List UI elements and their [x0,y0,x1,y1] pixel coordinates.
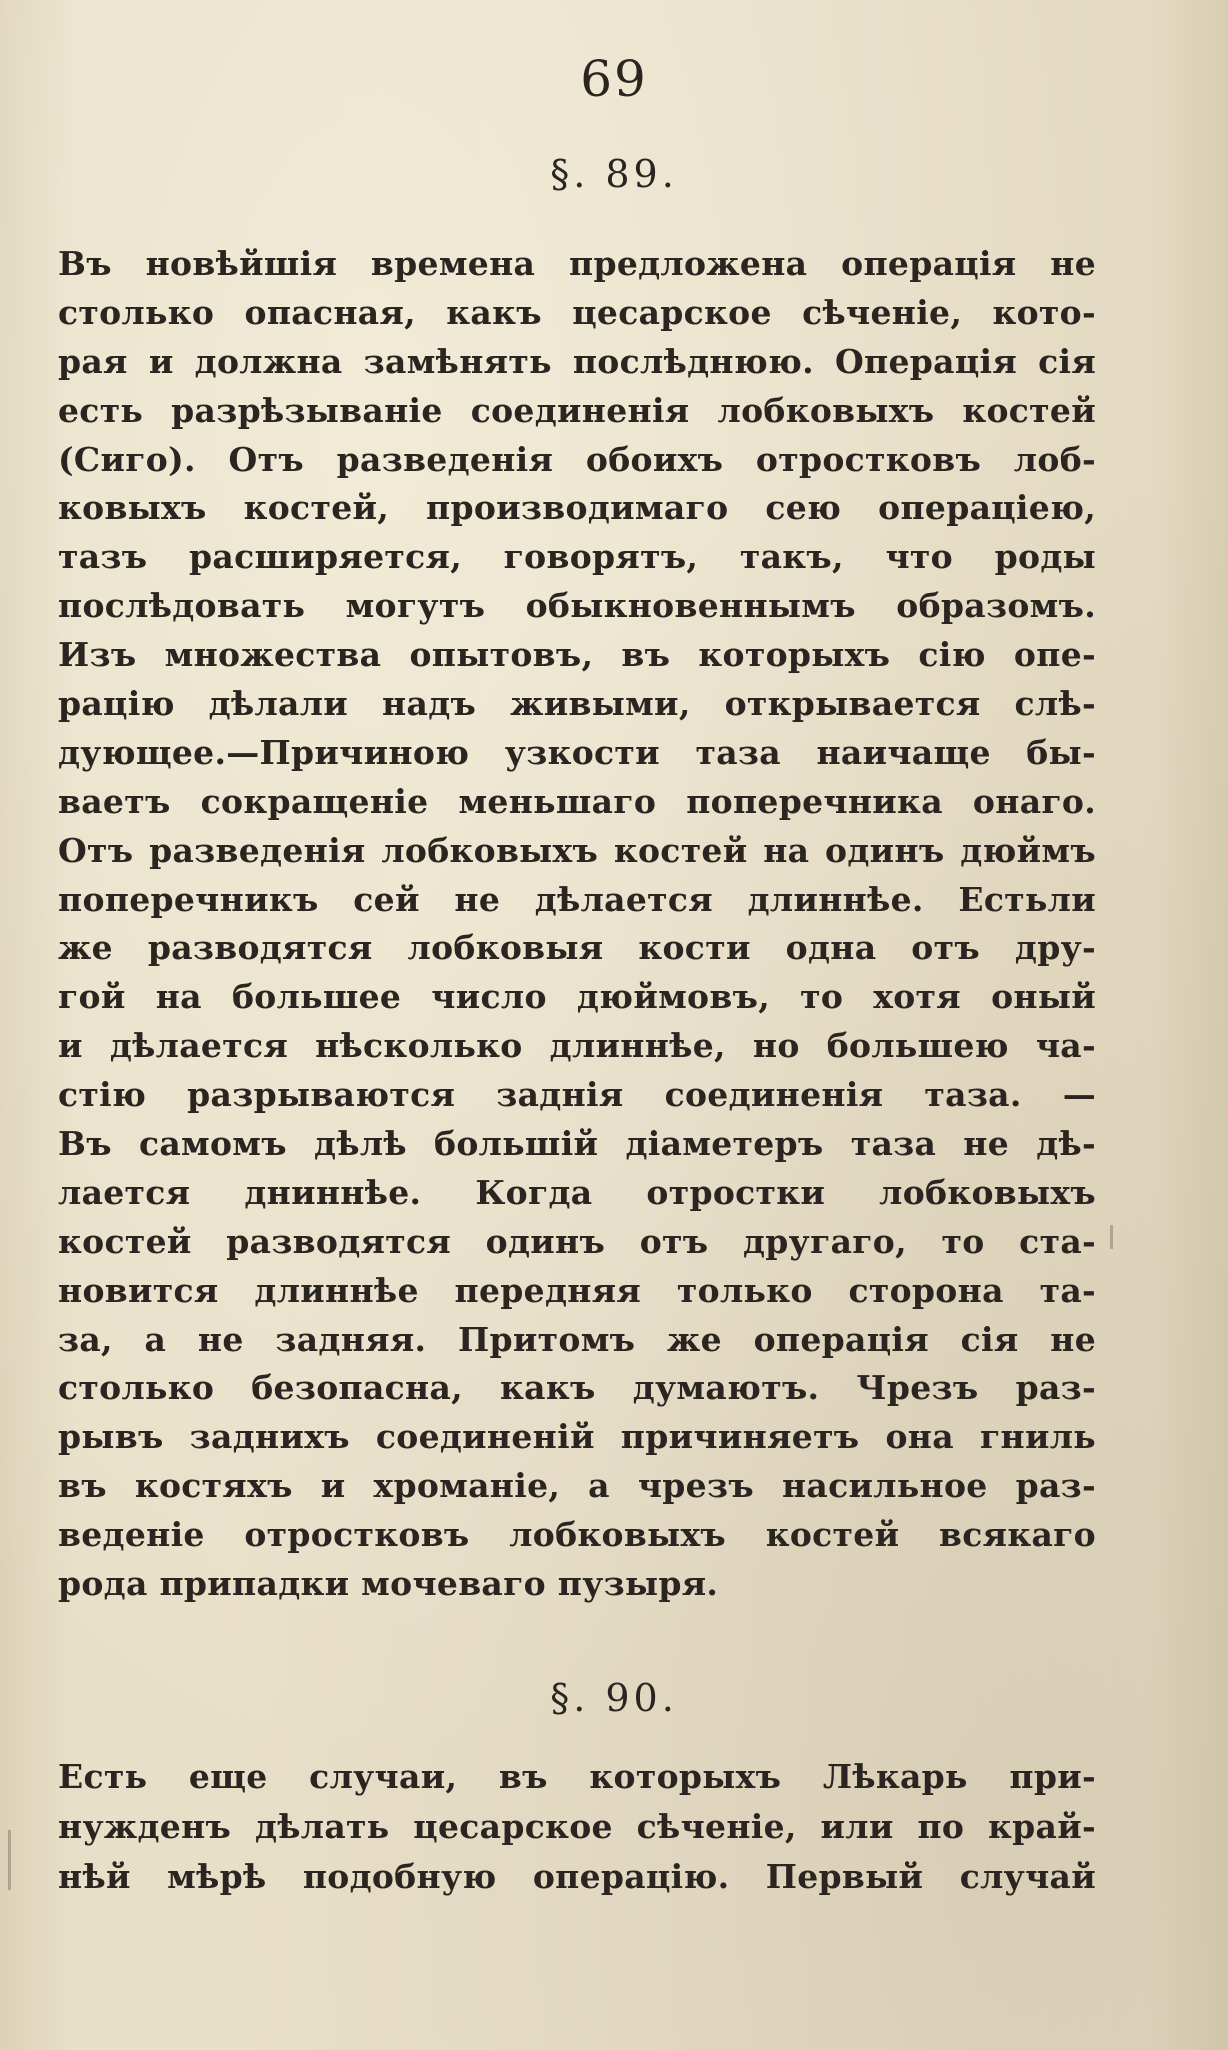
text-line: столько опасная, какъ цесарское сѣченіе, кото- [58,292,1096,332]
text-line: дующее.—Причиною узкости таза наичаще бы- [58,732,1096,772]
text-line: нужденъ дѣлать цесарское сѣченіе, или по край- [58,1807,1096,1846]
text-line: рацію дѣлали надъ живыми, открывается слѣ- [58,684,1096,724]
text-line: Въ новѣйшія времена предложена операція не [58,244,1096,283]
page-number: 69 [580,50,648,108]
text-line: Есть еще случаи, въ которыхъ Лѣкарь при- [58,1757,1096,1796]
text-line: Отъ разведенія лобковыхъ костей на одинъ дюймъ [58,830,1096,870]
text-line: веденіе отростковъ лобковыхъ костей всякаго [58,1515,1096,1555]
text-line: рая и должна замѣнять послѣднюю. Операція сія [58,341,1096,381]
text-line: поперечникъ сей не дѣлается длиннѣе. Естьли [58,879,1096,919]
text-line: Въ самомъ дѣлѣ большій діаметеръ таза не дѣ- [58,1124,1096,1164]
paragraph-section-90 [58,1752,1096,1902]
text-line: (Сиго). Отъ разведенія обоихъ отростковъ лоб- [58,439,1096,479]
text-line: тазъ расширяется, говорятъ, такъ, что роды [58,537,1096,577]
text-line: стію разрываются заднія соединенія таза. — [58,1075,1096,1115]
text-line: Изъ множества опытовъ, въ которыхъ сію опе- [58,635,1096,675]
section-heading-90: §. 90. [550,1676,678,1720]
text-line: ваетъ сокращеніе меньшаго поперечника онаго. [58,781,1096,821]
margin-mark [1110,1225,1113,1249]
text-line: есть разрѣзываніе соединенія лобковыхъ костей [58,390,1096,430]
paragraph-section-89 [58,240,1096,1609]
text-line: гой на большее число дюймовъ, то хотя оный [58,977,1096,1017]
text-line: костей разводятся одинъ отъ другаго, то ста- [58,1221,1096,1261]
text-line: за, а не задняя. Притомъ же операція сія не [58,1319,1096,1359]
text-line: нѣй мѣрѣ подобную операцію. Первый случай [58,1857,1096,1896]
text-line: столько безопасна, какъ думаютъ. Чрезъ раз- [58,1368,1096,1408]
margin-mark [8,1830,11,1890]
text-line: рывъ заднихъ соединеній причиняетъ она гниль [58,1417,1096,1457]
section-heading-89: §. 89. [550,152,678,196]
text-line: послѣдовать могутъ обыкновеннымъ образомъ. [58,586,1096,626]
text-line: лается дниннѣе. Когда отростки лобковыхъ [58,1172,1096,1212]
text-line: въ костяхъ и хроманіе, а чрезъ насильное раз- [58,1466,1096,1506]
text-line: и дѣлается нѣсколько длиннѣе, но большею ча- [58,1026,1096,1066]
text-line: же разводятся лобковыя кости одна отъ дру- [58,928,1096,968]
text-line: ковыхъ костей, производимаго сею операціею, [58,488,1096,528]
text-line: новится длиннѣе передняя только сторона та- [58,1270,1096,1310]
text-line: рода припадки мочеваго пузыря. [58,1564,719,1604]
